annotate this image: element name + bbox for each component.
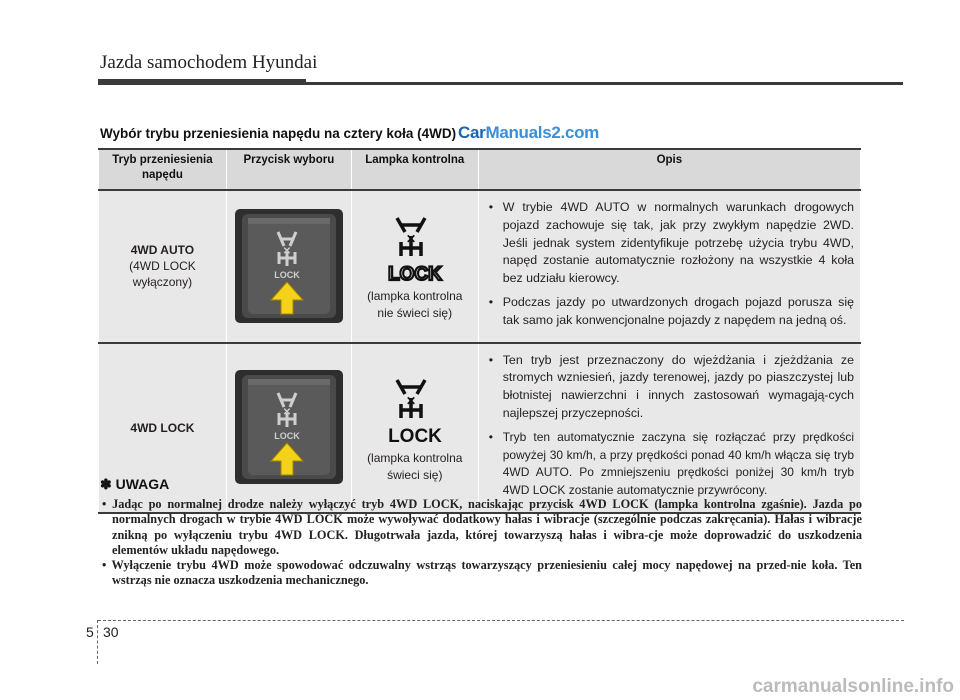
- 4wd-lock-button-image: [234, 369, 344, 485]
- note-heading: ✽ UWAGA: [100, 476, 170, 492]
- svg-text:✕: ✕: [282, 407, 292, 419]
- svg-text:✕: ✕: [282, 245, 292, 257]
- footer-dashed-divider: [97, 620, 98, 664]
- page-number: 30: [103, 624, 119, 640]
- desc-item: • Tryb ten automatycznie zaczyna się rozłączać przy prędkości powyżej 30 km/h, a przy prędkości ponad 40 km/h włącza się tryb 4WD AUTO. Po zmniejszeniu prędkości poniżej 30 km/h tryb 4WD LOCK zostanie automatycznie przywrócony.: [488, 429, 854, 498]
- lamp-caption: (lampka kontrolna świeci się): [367, 450, 463, 482]
- section-number: 5: [86, 624, 94, 640]
- mode-name: 4WD LOCK: [130, 420, 195, 435]
- watermark-part1: Car: [458, 123, 486, 142]
- svg-text:✕: ✕: [405, 232, 416, 247]
- table-row: [99, 343, 861, 513]
- col-header-button: Przycisk wyboru: [226, 149, 351, 190]
- mode-name: 4WD AUTO: [130, 243, 195, 258]
- chapter-title: Jazda samochodem Hyundai: [100, 52, 318, 73]
- button-lock-text: LOCK: [274, 269, 300, 280]
- site-watermark: carmanualsonline.info: [752, 676, 954, 697]
- desc-cell: [478, 190, 860, 343]
- watermark-logo: [458, 123, 599, 143]
- table-row: [99, 190, 861, 343]
- section-title: Wybór trybu przeniesienia napędu na cztery koła (4WD): [100, 126, 457, 141]
- svg-text:LOCK: LOCK: [274, 431, 300, 442]
- button-cell: [226, 190, 351, 343]
- note-item: • Wyłączenie trybu 4WD może spowodować odczuwalny wstrząs towarzyszący przeniesieniu całej mocy napędowej na przed-nie koła. Ten wstrząs nie oznacza uszkodzenia mechanicznego.: [102, 558, 862, 588]
- desc-item: • Ten tryb jest przeznaczony do wjeżdżania i zjeżdżania ze stromych wzniesień, jazdy terenowej, jazdy po piaszczystej lub błotnistej nawierzchni i innych zastosowań wymagają-cych najlepszej przyczepności.: [488, 352, 854, 420]
- watermark-part2: Manuals2.com: [485, 123, 600, 142]
- lamp-caption: (lampka kontrolna nie świeci się): [367, 289, 463, 321]
- drive-mode-table: [98, 148, 861, 514]
- col-header-lamp: Lampka kontrolna: [351, 149, 478, 190]
- 4wd-lock-lamp-icon-lit: [383, 374, 447, 446]
- desc-item: • Podczas jazdy po utwardzonych drogach pojazd porusza się tak samo jak konwencjonalne pojazdy z napędem na jedną oś.: [488, 294, 854, 327]
- table-header-row: [99, 149, 861, 190]
- button-cell: [226, 343, 351, 513]
- col-header-mode: Tryb przeniesienia napędu: [99, 149, 227, 190]
- lamp-lock-text-solid: LOCK: [387, 425, 442, 446]
- desc-cell: [478, 343, 860, 513]
- col-header-desc: Opis: [478, 149, 860, 190]
- mode-cell: [99, 190, 227, 343]
- footer-dashed-rule: [98, 620, 904, 621]
- svg-text:✕: ✕: [405, 393, 416, 408]
- lamp-cell: [351, 343, 478, 513]
- desc-item: • W trybie 4WD AUTO w normalnych warunkach drogowych pojazd zachowuje się tak, jak przy zwykłym napędzie 2WD. Jeśli jednak system zidentyfikuje potrzebę użycia trybu 4WD, napęd zostanie automatycznie rozłożony na wszystkie 4 koła bez udziału kierowcy.: [488, 200, 854, 286]
- 4wd-lock-button-image: [234, 208, 344, 324]
- header-tab: [98, 79, 306, 85]
- lamp-lock-text-outline: LOCK: [387, 264, 442, 285]
- note-body: [100, 497, 862, 589]
- mode-subtext: (4WD LOCK wyłączony): [129, 259, 196, 290]
- 4wd-lock-lamp-icon: [383, 212, 447, 284]
- note-item: • Jadąc po normalnej drodze należy wyłączyć tryb 4WD LOCK, naciskając przycisk 4WD LOCK (lampka kontrolna zgaśnie). Jazda po normalnych drogach w trybie 4WD LOCK może wywoływać dodatkowy hałas i wibracje (szczególnie podczas zakręcania). Hałas i wibracje znikną po wyłączeniu trybu 4WD LOCK. Długotrwała jazda, której towarzyszą hałas i wibra-cje może doprowadzić do uszkodzenia elementów układu napędowego.: [102, 497, 862, 557]
- lamp-cell: [351, 190, 478, 343]
